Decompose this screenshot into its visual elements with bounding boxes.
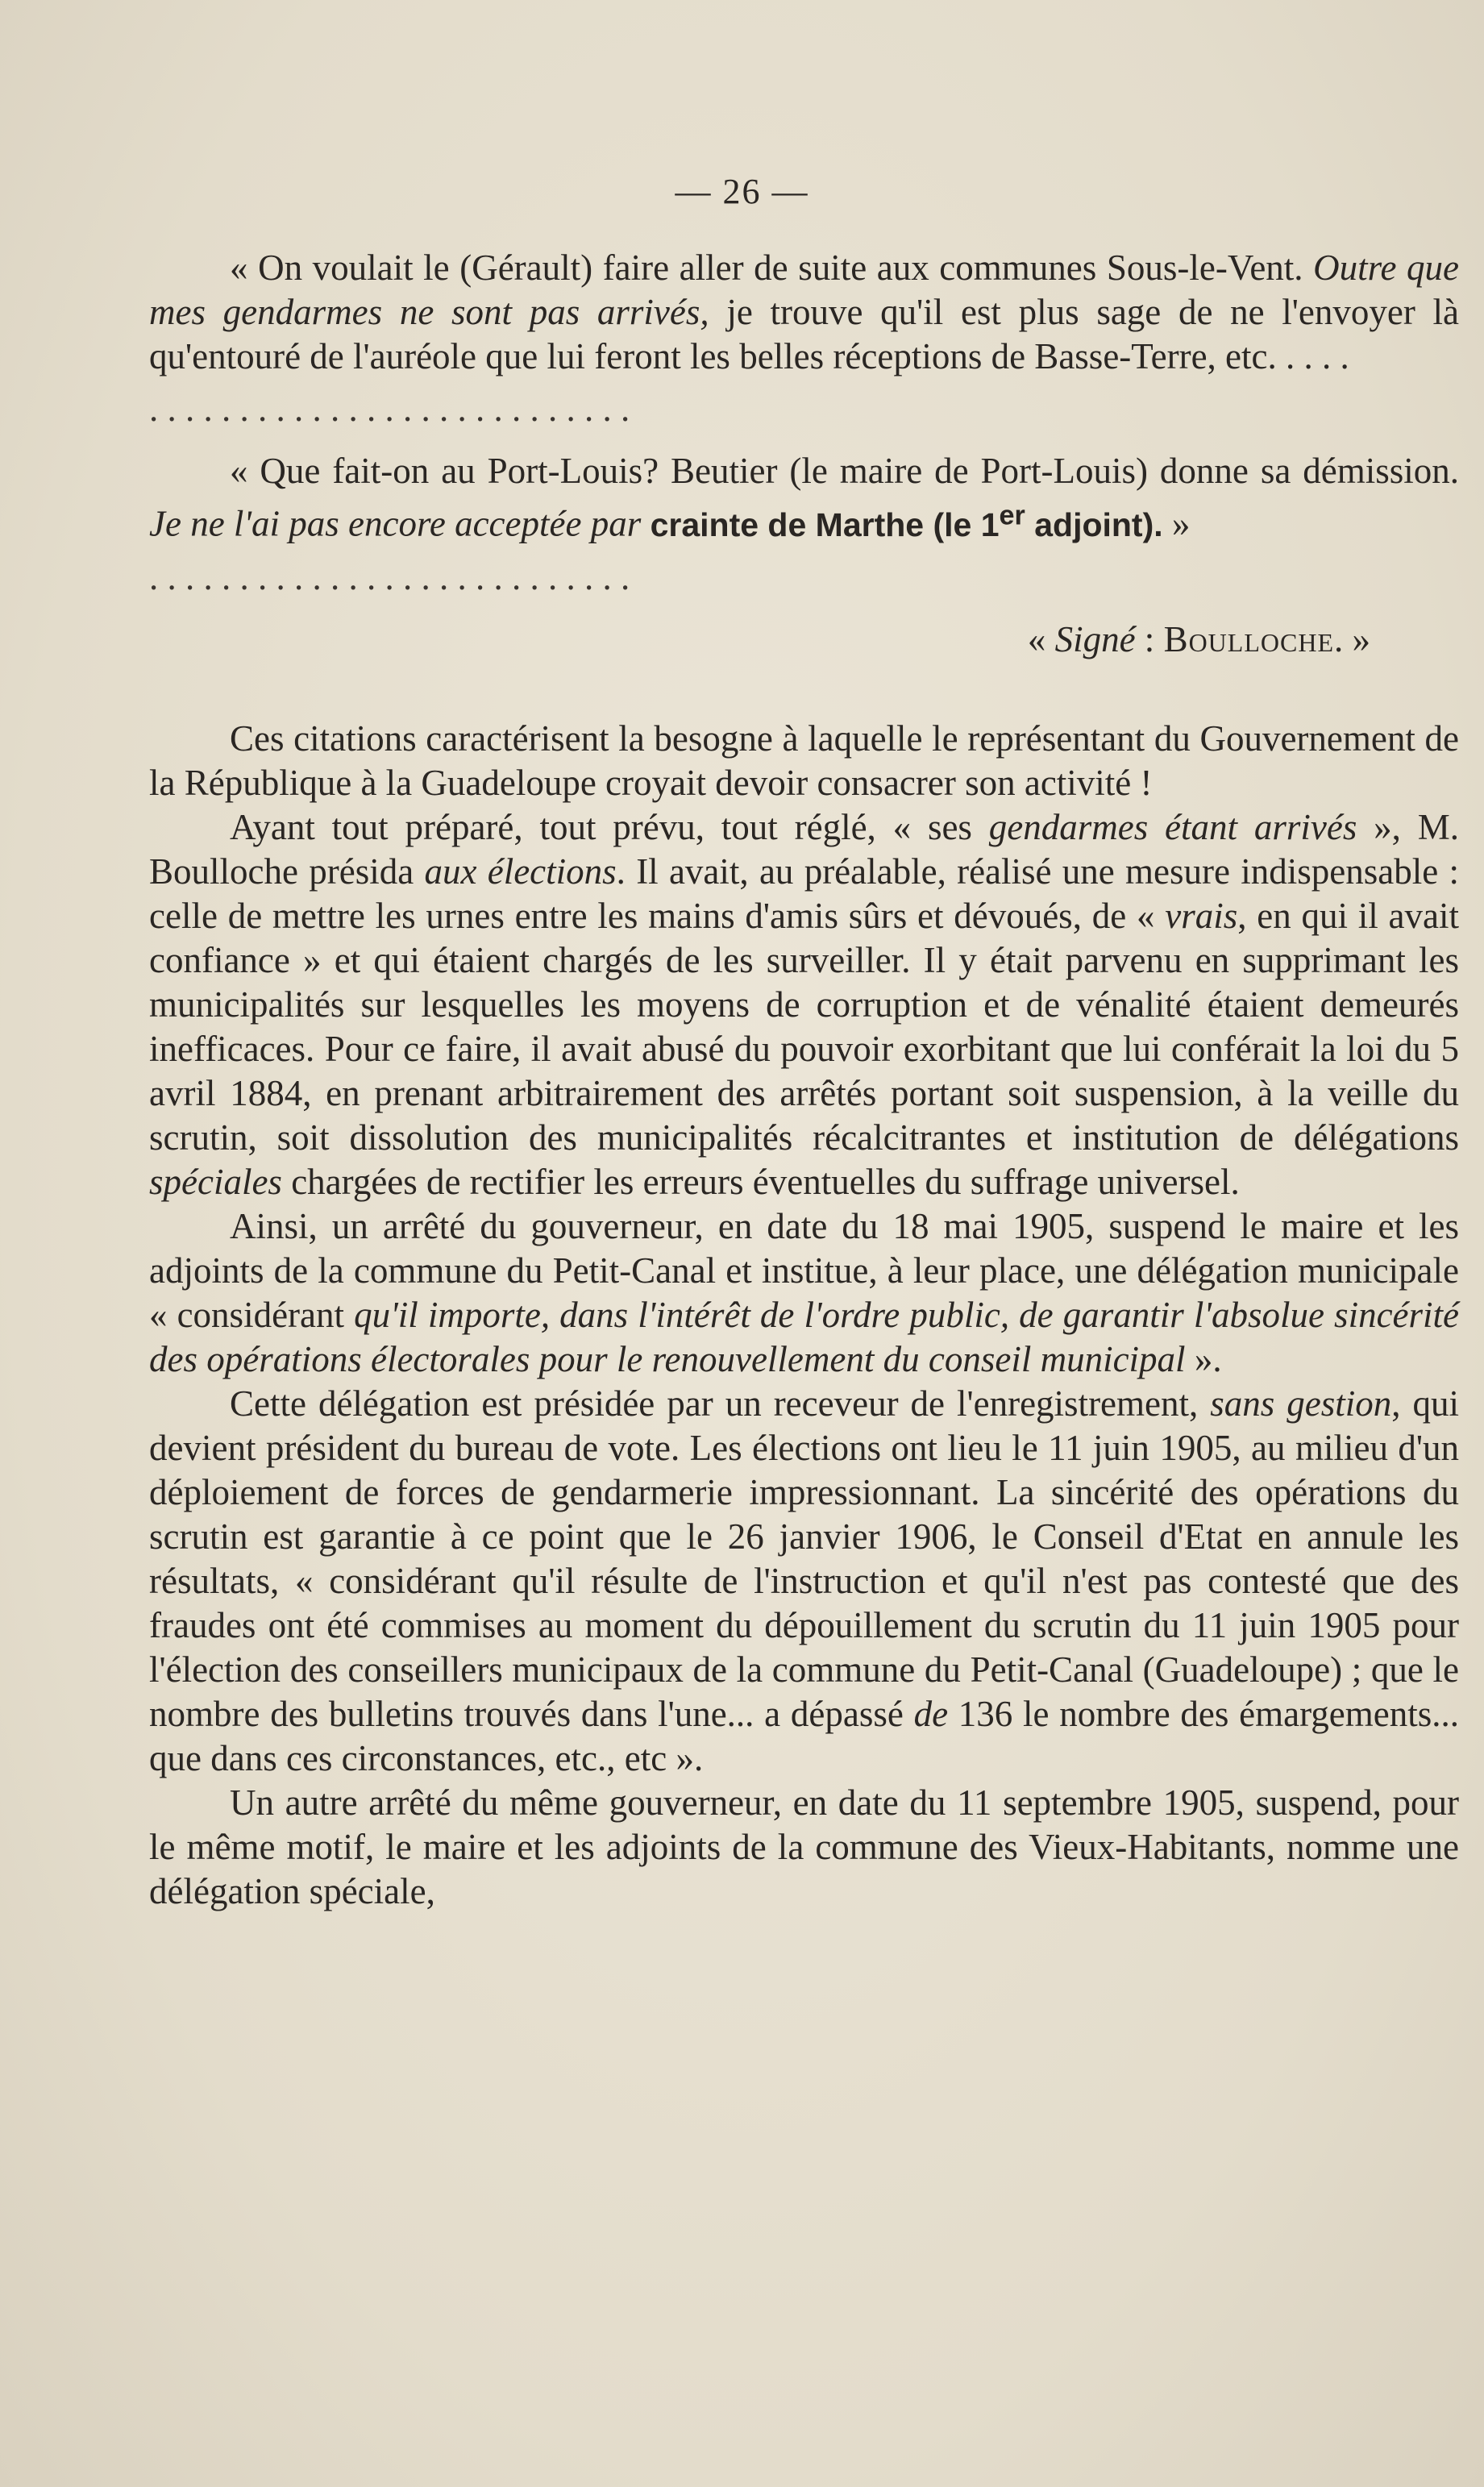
italic-text: gendarmes étant arrivés [988, 806, 1357, 847]
signature-name: Boulloche [1163, 618, 1334, 659]
italic-text: vrais [1165, 895, 1238, 936]
italic-text: qu'il importe, dans l'intérêt de l'ordre public, de garantir l'absolue sincérité des opérations électorales pour le renouvellement du conseil municipal [149, 1294, 1460, 1379]
quote-italic: Outre que mes gendarmes ne sont pas arrivés, [149, 247, 1459, 332]
italic-text: de [913, 1693, 949, 1734]
quote-text: » [1162, 503, 1191, 544]
text: Ainsi, un arrêté du gouverneur, en date du 18 mai 1905, suspend le maire et les adjoints de la commune du Petit-Canal et institue, à leur place, une délégation municipale « considérant [149, 1205, 1459, 1335]
text: , qui devient président du bureau de vote. Les élections ont lieu le 11 juin 1905, au milieu d'un déploiement de forces de gendarmerie impressionnant. La sincérité des opérations du scrutin est garantie à ce point que le 26 janvier 1906, le Conseil d'Etat en annule les résultats, « considérant qu'il résulte de l'instruction et qu'il n'est pas contesté que des fraudes ont été commises au moment du dépouillement du scrutin du 11 juin 1905 pour l'élection des conseillers municipaux de la commune du Petit-Canal (Guadeloupe) ; que le nombre des bulletins trouvés dans l'une... a dépassé [149, 1383, 1460, 1734]
paragraph-1: Ces citations caractérisent la besogne à laquelle le représentant du Gouvernement de la République à la Guadeloupe croyait devoir consacrer son activité ! [149, 717, 1459, 803]
text: chargées de rectifier les erreurs éventuelles du suffrage universel. [281, 1161, 1240, 1202]
page-number: — 26 — [675, 172, 809, 211]
superscript: er [999, 500, 1025, 530]
quote-paragraph-2 [149, 449, 1459, 547]
text: Cette délégation est présidée par un receveur de l'enregistrement, [230, 1383, 1211, 1424]
quote-italic: Je ne l'ai pas encore acceptée par [149, 503, 642, 544]
signature-label: Signé [1054, 618, 1136, 659]
paragraph-3 [149, 1204, 1459, 1382]
bold-text: adjoint). [1025, 505, 1163, 543]
signature-text: . » [1334, 618, 1370, 659]
signature [149, 618, 1459, 662]
quote-text: je trouve qu'il est plus sage de ne l'envoyer là qu'entouré de l'auréole que lui feront les belles réceptions de Basse-Terre, etc. . . . . [149, 292, 1460, 376]
quote-text: « Que fait-on au Port-Louis? Beutier (le maire de Port-Louis) donne sa démission. [230, 451, 1459, 491]
quote-paragraph-1 [149, 246, 1459, 379]
italic-text: spéciales [149, 1161, 282, 1202]
text: », M. Boulloche présida [149, 806, 1459, 892]
quote-bold [641, 500, 1163, 543]
text: 136 le nombre des émargements... que dans ces circonstances, etc., etc ». [149, 1693, 1459, 1778]
text: , en qui il avait confiance » et qui étaient chargés de les surveiller. Il y était parvenu en supprimant les municipalités sur lesquelles les moyens de corruption et de vénalité étaient demeurés inefficaces. Pour ce faire, il avait abusé du pouvoir exorbitant que lui conférait la loi du 5 avril 1884, en prenant arbitrairement des arrêtés portant soit suspension, à la veille du scrutin, soit dissolution des municipalités récalcitrantes et institution de délégations [149, 895, 1459, 1158]
bold-text: crainte de Marthe (le 1 [641, 505, 1000, 543]
signature-text: : [1135, 618, 1164, 659]
paragraph-5: Un autre arrêté du même gouverneur, en date du 11 septembre 1905, suspend, pour le même motif, le maire et les adjoints de la commune des Vieux-Habitants, nomme une délégation spéciale, [149, 1782, 1459, 1911]
paragraph-2 [149, 805, 1459, 1204]
italic-text: aux élections [424, 850, 617, 892]
paragraph-4 [149, 1382, 1459, 1781]
ellipsis-line: . . . . . . . . . . . . . . . . . . . . . . . . . . . [149, 389, 630, 429]
quote-text: « On voulait le (Gérault) faire aller de suite aux communes Sous-le-Vent. [230, 247, 1314, 288]
text: . Il avait, au préalable, réalisé une mesure indispensable : celle de mettre les urnes entre les mains d'amis sûrs et dévoués, de « [149, 850, 1459, 936]
italic-text: sans gestion [1210, 1383, 1392, 1424]
body-text [149, 246, 1459, 1914]
signature-text: « [1027, 618, 1055, 659]
ellipsis-line: . . . . . . . . . . . . . . . . . . . . . . . . . . . [149, 556, 630, 597]
text: Ayant tout préparé, tout prévu, tout réglé, « ses [230, 806, 989, 847]
text: ». [1185, 1338, 1222, 1379]
